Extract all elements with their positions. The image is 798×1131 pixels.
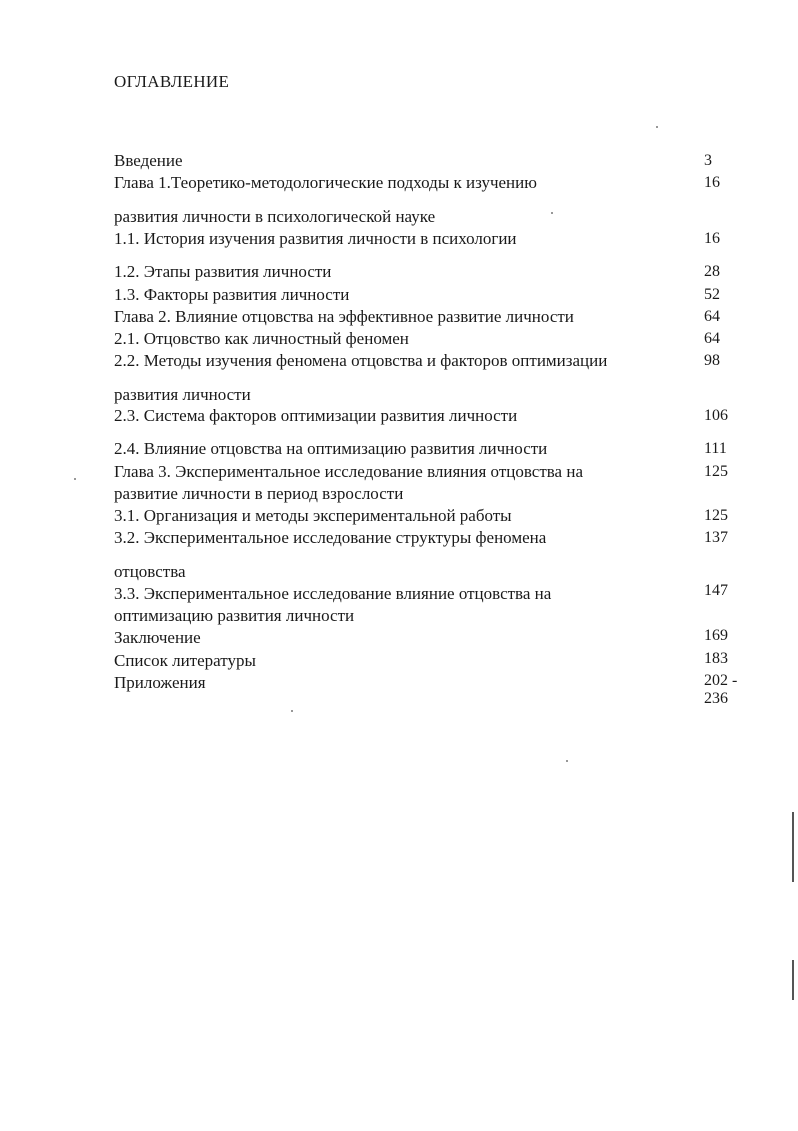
toc-entry-text: Глава 3. Экспериментальное исследование влияния отцовства на <box>114 462 583 481</box>
scan-edge-mark <box>792 960 794 1000</box>
toc-entry-page: 64 <box>704 330 720 347</box>
toc-entry-page: 52 <box>704 286 720 303</box>
toc-entry-page: 183 <box>704 650 728 667</box>
scan-speck <box>656 126 658 128</box>
toc-entry-text: Введение <box>114 151 183 170</box>
scan-speck <box>74 478 76 480</box>
toc-entry-page: 98 <box>704 352 720 369</box>
toc-entry-text: 2.2. Методы изучения феномена отцовства и факторов оптимизации <box>114 351 608 370</box>
toc-entry-text: оптимизацию развития личности <box>114 606 355 625</box>
toc-entry-text: Заключение <box>114 628 201 647</box>
toc-entry-text: 2.3. Система факторов оптимизации развития личности <box>114 406 518 425</box>
toc-entry-text: развитие личности в период взрослости <box>114 484 404 503</box>
toc-entry-page: 125 <box>704 507 728 524</box>
toc-entry-text: развития личности <box>114 385 251 404</box>
toc-title: ОГЛАВЛЕНИЕ <box>114 72 230 91</box>
toc-entry-page: 16 <box>704 230 720 247</box>
toc-entry-page: 111 <box>704 440 727 457</box>
toc-entry-page: 106 <box>704 407 728 424</box>
toc-entry-page: 125 <box>704 463 728 480</box>
scan-edge-mark <box>792 812 794 882</box>
scan-speck <box>291 710 293 712</box>
toc-entry-text: 1.1. История изучения развития личности в психологии <box>114 229 517 248</box>
toc-entry-text: 3.1. Организация и методы экспериментальной работы <box>114 506 512 525</box>
toc-entry-page: 16 <box>704 174 720 191</box>
toc-entry-text: отцовства <box>114 562 186 581</box>
toc-entry-page: 64 <box>704 308 720 325</box>
scan-speck <box>566 760 568 762</box>
toc-entry-text: 3.3. Экспериментальное исследование влияние отцовства на <box>114 584 552 603</box>
toc-entry-text: развития личности в психологической науке <box>114 207 436 226</box>
toc-entry-text: 3.2. Экспериментальное исследование структуры феномена <box>114 528 547 547</box>
scan-speck <box>551 212 553 214</box>
toc-entry-text: 1.2. Этапы развития личности <box>114 262 332 281</box>
toc-entry-text: 2.1. Отцовство как личностный феномен <box>114 329 409 348</box>
toc-entry-page: 236 <box>704 690 728 707</box>
toc-entry-text: Глава 1.Теоретико-методологические подходы к изучению <box>114 173 537 192</box>
toc-entry-text: Глава 2. Влияние отцовства на эффективное развитие личности <box>114 307 574 326</box>
toc-entry-page: 28 <box>704 263 720 280</box>
toc-entry-page: 202 - <box>704 672 738 689</box>
toc-entry-text: Приложения <box>114 673 206 692</box>
toc-entry-text: 1.3. Факторы развития личности <box>114 285 350 304</box>
toc-entry-text: 2.4. Влияние отцовства на оптимизацию развития личности <box>114 439 548 458</box>
toc-entry-text: Список литературы <box>114 651 256 670</box>
toc-entry-page: 137 <box>704 529 728 546</box>
toc-entry-page: 3 <box>704 152 712 169</box>
toc-entry-page: 169 <box>704 627 728 644</box>
toc-entry-page: 147 <box>704 582 728 599</box>
